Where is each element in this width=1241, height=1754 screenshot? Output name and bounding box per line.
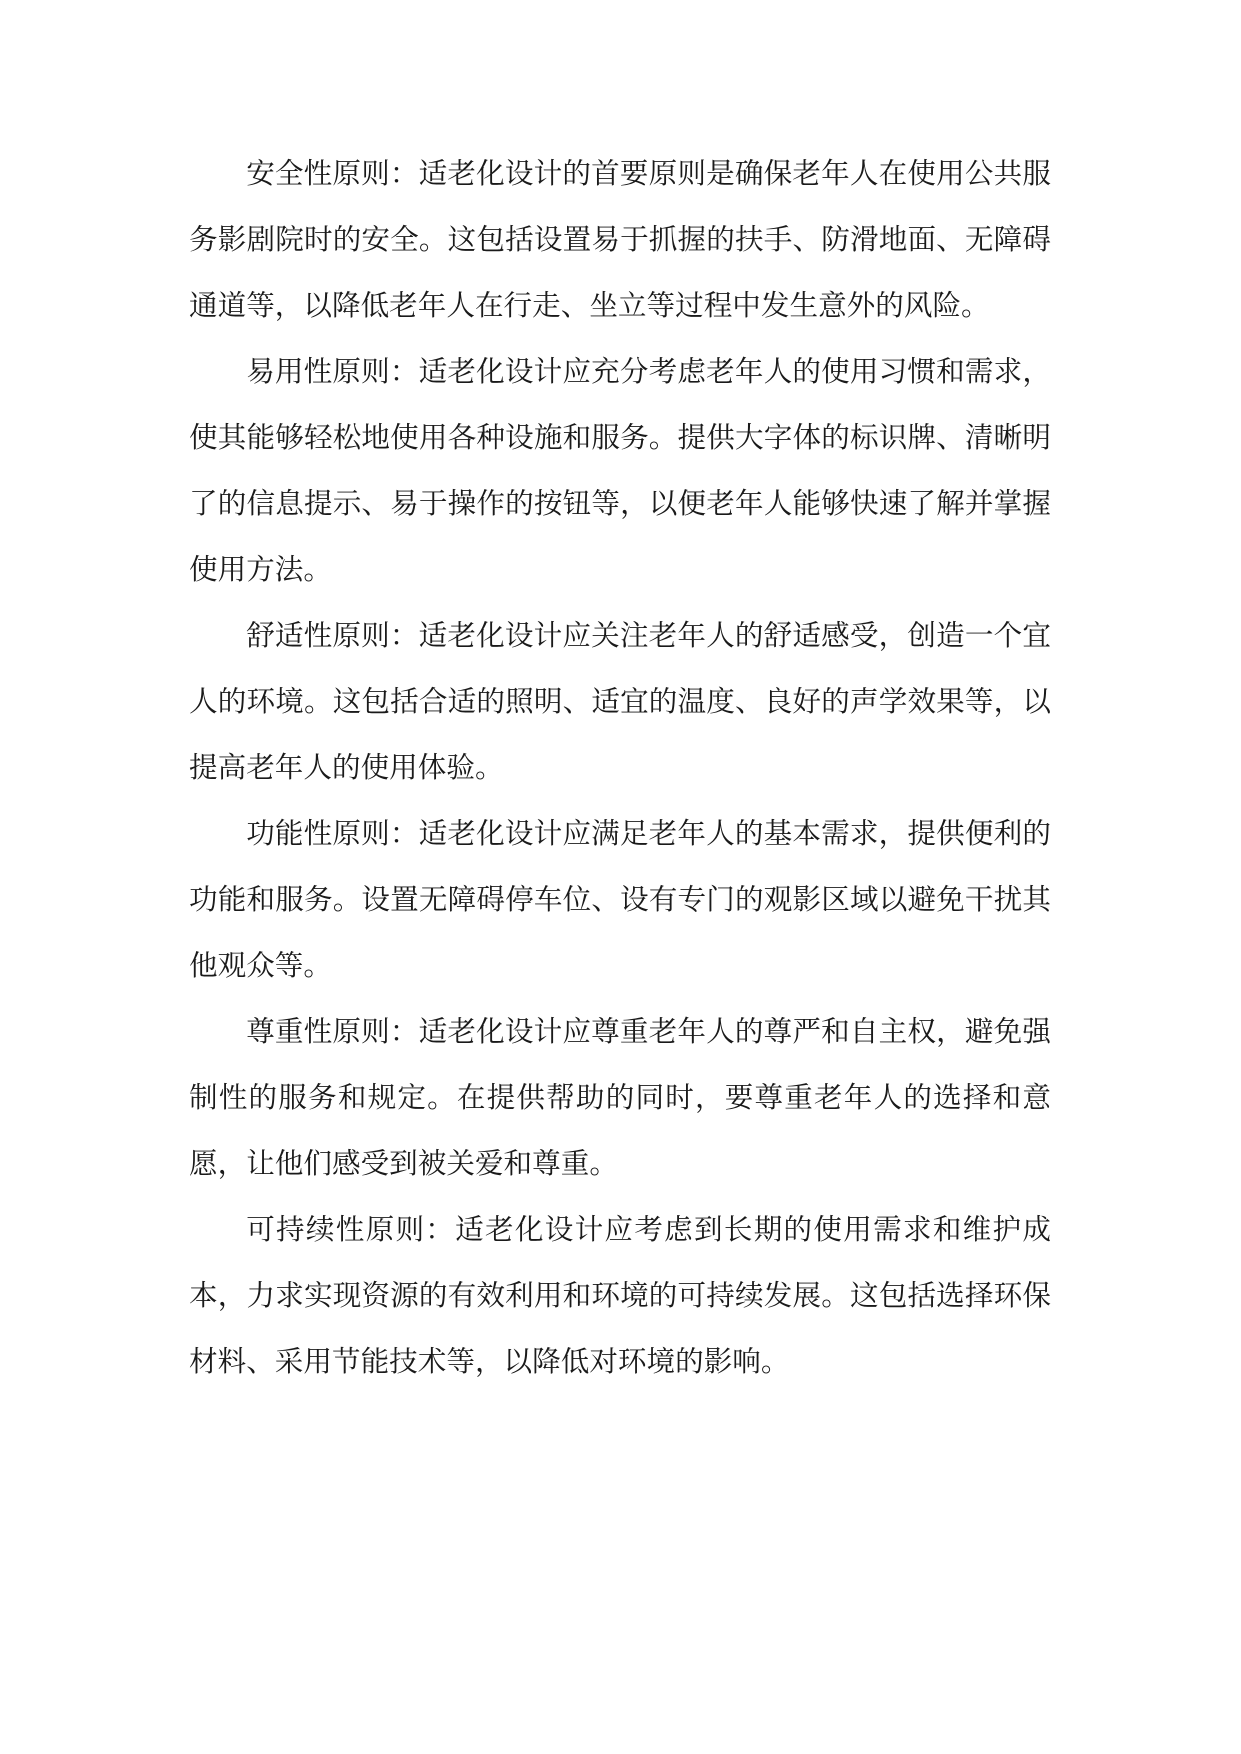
paragraph-comfort-principle: 舒适性原则：适老化设计应关注老年人的舒适感受，创造一个宜人的环境。这包括合适的照明、适宜的温度、良好的声学效果等，以提高老年人的使用体验。 xyxy=(189,618,1051,784)
paragraph-safety-principle: 安全性原则：适老化设计的首要原则是确保老年人在使用公共服务影剧院时的安全。这包括设置易于抓握的扶手、防滑地面、无障碍通道等，以降低老年人在行走、坐立等过程中发生意外的风险。 xyxy=(189,156,1051,322)
document-body xyxy=(189,140,1051,1394)
paragraph-functionality-principle: 功能性原则：适老化设计应满足老年人的基本需求，提供便利的功能和服务。设置无障碍停车位、设有专门的观影区域以避免干扰其他观众等。 xyxy=(189,816,1051,982)
paragraph-sustainability-principle: 可持续性原则：适老化设计应考虑到长期的使用需求和维护成本，力求实现资源的有效利用和环境的可持续发展。这包括选择环保材料、采用节能技术等，以降低对环境的影响。 xyxy=(189,1212,1051,1378)
paragraph-respect-principle: 尊重性原则：适老化设计应尊重老年人的尊严和自主权，避免强制性的服务和规定。在提供帮助的同时，要尊重老年人的选择和意愿，让他们感受到被关爱和尊重。 xyxy=(189,1014,1051,1180)
paragraph-usability-principle: 易用性原则：适老化设计应充分考虑老年人的使用习惯和需求，使其能够轻松地使用各种设施和服务。提供大字体的标识牌、清晰明了的信息提示、易于操作的按钮等，以便老年人能够快速了解并掌握使用方法。 xyxy=(189,354,1051,586)
